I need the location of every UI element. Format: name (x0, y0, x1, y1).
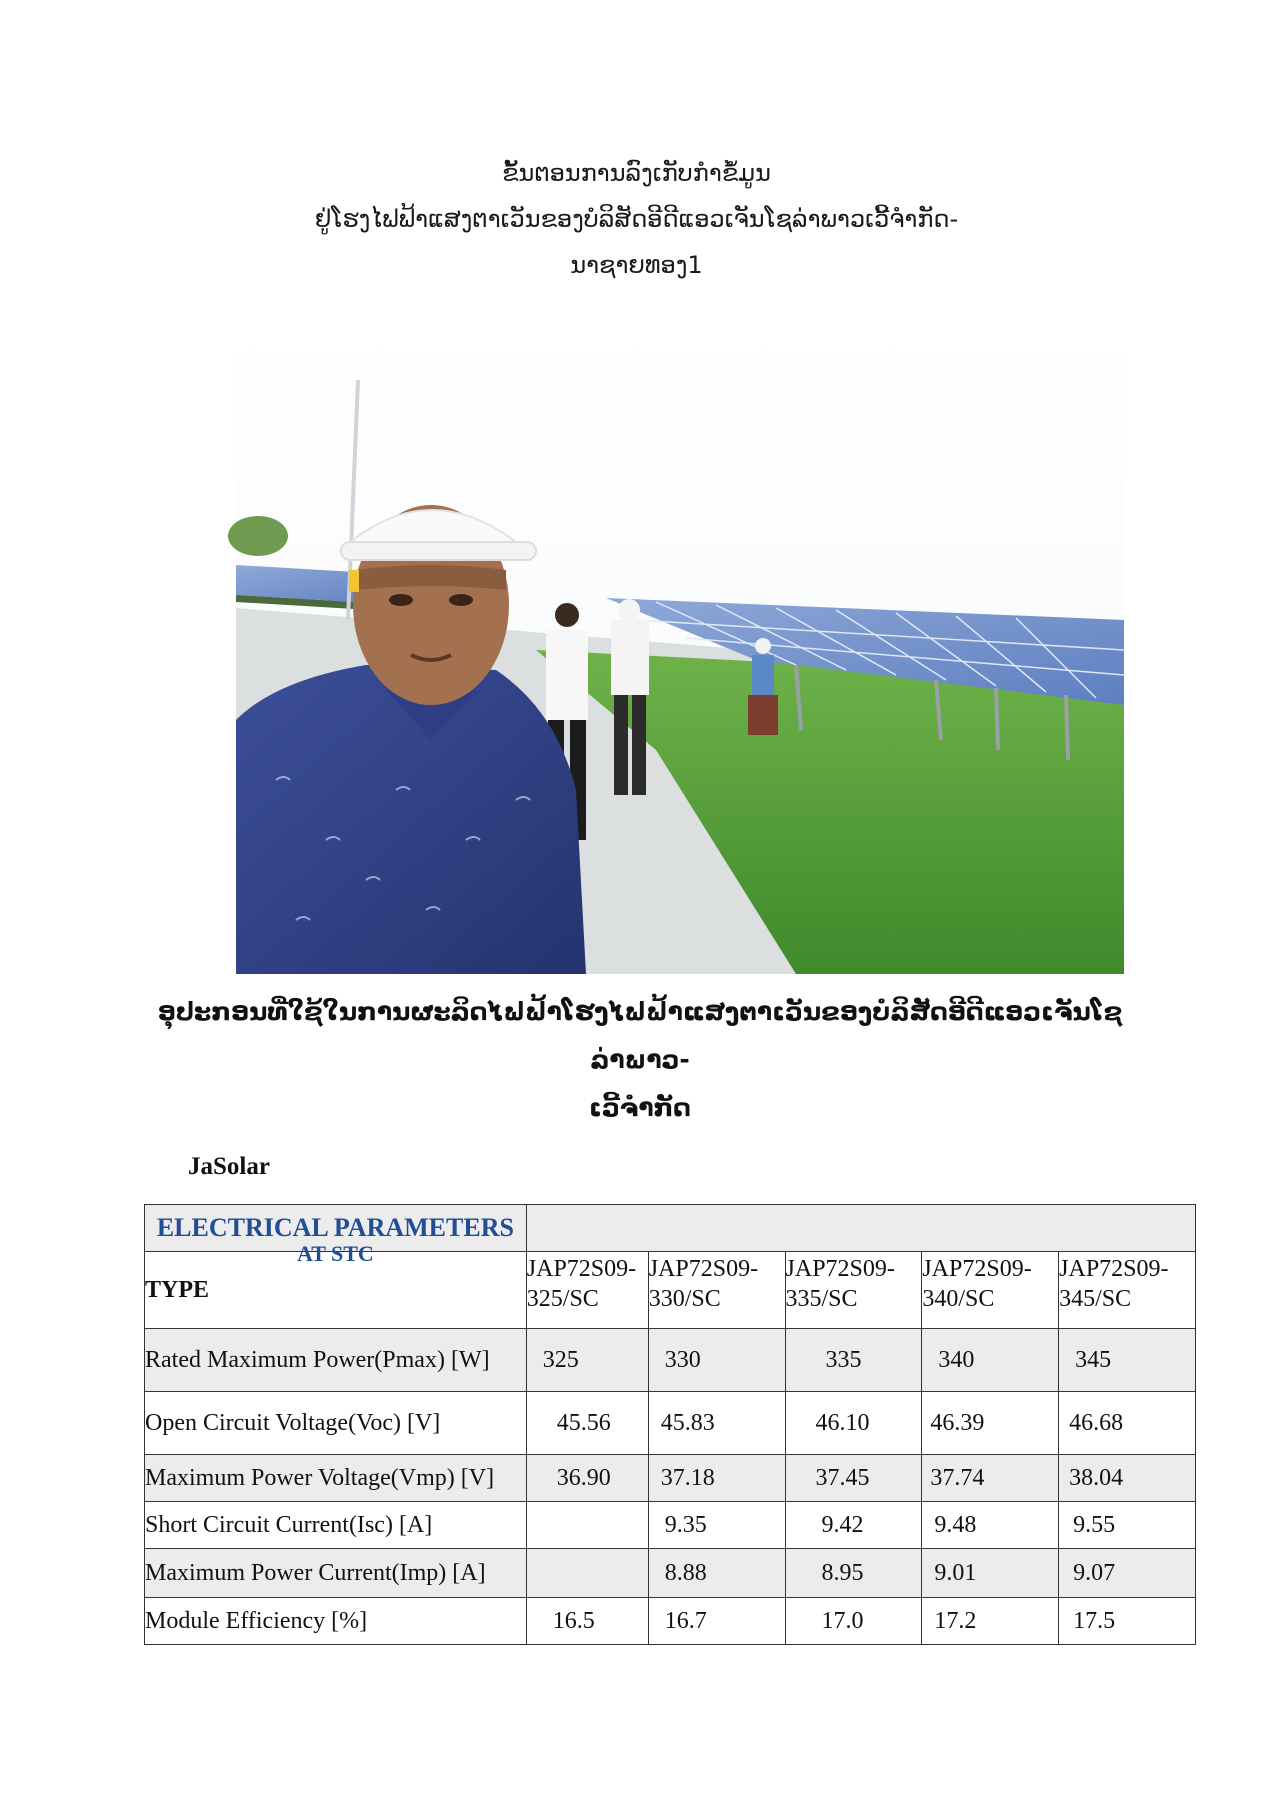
table-cell: 9.35 (648, 1502, 785, 1549)
table-cell: 17.2 (922, 1598, 1059, 1645)
model-cell (785, 1252, 922, 1329)
type-label: TYPE (145, 1252, 527, 1329)
row-label: Maximum Power Current(Imp) [A] (145, 1549, 527, 1598)
table-cell: 46.10 (785, 1392, 922, 1455)
selfie-at-solar-farm-photo (236, 320, 1124, 974)
table-cell: 9.01 (922, 1549, 1059, 1598)
row-label: Open Circuit Voltage(Voc) [V] (145, 1392, 527, 1455)
row-label: Module Efficiency [%] (145, 1598, 527, 1645)
table-row (145, 1549, 1196, 1598)
table-cell: 37.18 (648, 1455, 785, 1502)
model-cell (1059, 1252, 1196, 1329)
table-cell: 9.48 (922, 1502, 1059, 1549)
brand-name: JaSolar (188, 1153, 270, 1180)
title-line-2: ຢູ່ໂຮງໄຟຟ້າແສງຕາເວັນຂອງບໍລິສັດອີດີແອວເຈັນໂຊລ່າພາວເວີ້ຈຳກັດ- (314, 205, 959, 233)
model-code: JAP72S09- (785, 1256, 895, 1282)
header-title-text: ELECTRICAL PARAMETERS (156, 1213, 514, 1242)
table-header-title (145, 1205, 527, 1266)
table-row (145, 1329, 1196, 1392)
header-subtitle-text: AT STC (296, 1241, 374, 1266)
table-cell (526, 1549, 648, 1598)
title-line-3: ນາຊາຍທອງ1 (570, 251, 703, 279)
row-label: Short Circuit Current(Isc) [A] (145, 1502, 527, 1549)
table-row (145, 1455, 1196, 1502)
table-cell: 345 (1059, 1329, 1196, 1392)
table-cell (526, 1502, 648, 1549)
table-header-row (145, 1205, 1196, 1252)
table-cell: 9.55 (1059, 1502, 1196, 1549)
document-title (0, 150, 1273, 288)
title-line-1: ຂັ້ນຕອນການລົງເກັບກຳຂໍ້ມູນ (502, 159, 771, 187)
row-label: Maximum Power Voltage(Vmp) [V] (145, 1455, 527, 1502)
model-suffix: 325/SC (526, 1286, 599, 1312)
table-cell: 9.07 (1059, 1549, 1196, 1598)
table-row (145, 1598, 1196, 1645)
model-suffix: 335/SC (785, 1286, 858, 1312)
caption-line-1: ອຸປະກອນທີ່ໃຊ້ໃນການຜະລິດໄຟຟ້າໂຮງໄຟຟ້າແສງຕາເວັນຂອງບໍລິສັດອີດີແອວເຈັນໂຊລ່າພາວ- (157, 997, 1123, 1074)
table-cell: 37.45 (785, 1455, 922, 1502)
model-suffix: 340/SC (922, 1286, 995, 1312)
table-cell: 335 (785, 1329, 922, 1392)
table-cell: 46.68 (1059, 1392, 1196, 1455)
model-code: JAP72S09- (1059, 1256, 1169, 1282)
table-cell: 17.5 (1059, 1598, 1196, 1645)
figure-caption (150, 988, 1130, 1132)
solar-farm-photo (236, 320, 1124, 974)
caption-line-2: ເວີ້ຈຳກັດ (589, 1093, 691, 1122)
model-suffix: 330/SC (648, 1286, 721, 1312)
model-code: JAP72S09- (922, 1256, 1032, 1282)
table-cell: 325 (526, 1329, 648, 1392)
model-suffix: 345/SC (1059, 1286, 1132, 1312)
model-cell (648, 1252, 785, 1329)
table-row (145, 1502, 1196, 1549)
row-label: Rated Maximum Power(Pmax) [W] (145, 1329, 527, 1392)
table-cell: 8.95 (785, 1549, 922, 1598)
table-cell: 16.5 (526, 1598, 648, 1645)
table-cell: 45.83 (648, 1392, 785, 1455)
table-cell: 330 (648, 1329, 785, 1392)
table-cell: 340 (922, 1329, 1059, 1392)
table-cell: 38.04 (1059, 1455, 1196, 1502)
model-cell (526, 1252, 648, 1329)
model-cell (922, 1252, 1059, 1329)
model-code: JAP72S09- (648, 1256, 759, 1282)
table-cell: 16.7 (648, 1598, 785, 1645)
table-row (145, 1392, 1196, 1455)
electrical-parameters-table (144, 1204, 1196, 1645)
model-code: JAP72S09- (526, 1256, 637, 1282)
table-cell: 45.56 (526, 1392, 648, 1455)
table-cell: 46.39 (922, 1392, 1059, 1455)
table-cell: 37.74 (922, 1455, 1059, 1502)
table-header-empty (526, 1205, 1195, 1252)
table-cell: 8.88 (648, 1549, 785, 1598)
table-cell: 17.0 (785, 1598, 922, 1645)
table-cell: 36.90 (526, 1455, 648, 1502)
table-cell: 9.42 (785, 1502, 922, 1549)
